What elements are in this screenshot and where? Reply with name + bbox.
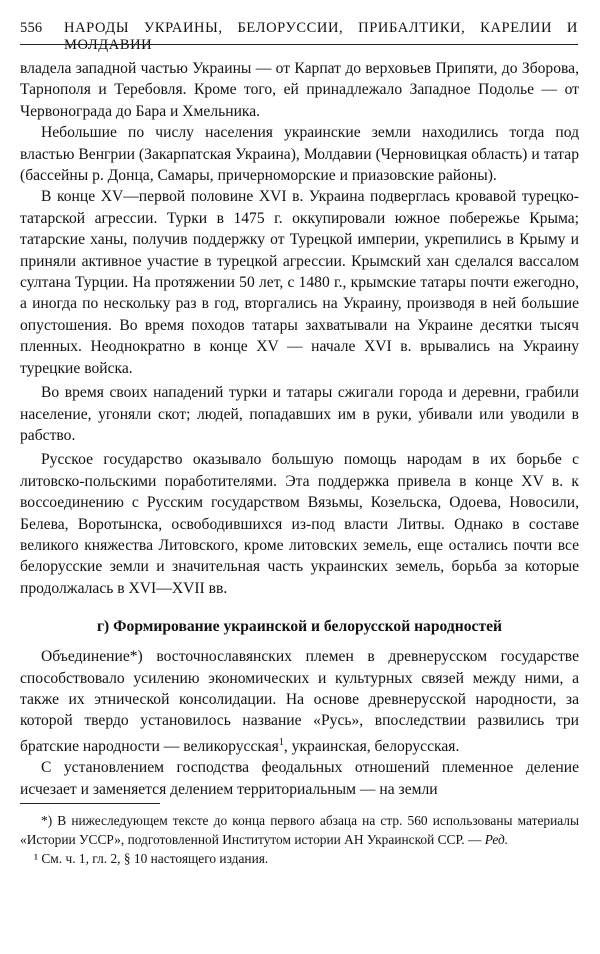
paragraph [20,646,579,757]
header-rule [20,44,578,45]
paragraph: Русское государство оказывало большую помощь народам в их борьбе с литовско-польскими поработителями. Эта поддержка привела в конце XV в. к воссоединению с Русским государством Вязьмы, Козельска, Одоева, Новосили, Белева, Воротынска, освободившихся из-под власти Литвы. Однако в составе великого княжества Литовского, кроме литовских земель, еще остались почти все белорусские земли и значительная часть украинских земель, борьба за которые продолжалась в XVI—XVII вв. [20,451,579,597]
paragraph-text: Объединение*) восточнославянских племен в древнерусском государстве способствовало усилению экономических и культурных связей между ними, а также их этнической консолидации. На основе древнерусской народности, за которой твердо установилось название «Русь», впоследствии развились три братские народности — великорусская [20,648,579,755]
paragraph: Во время своих нападений турки и татары сжигали города и деревни, грабили население, угоняли скот; людей, попадавших им в руки, убивали или уводили в рабство. [20,384,579,444]
footnote-editor: Ред. [484,832,509,848]
footnotes [20,811,579,868]
footnote-star [20,811,579,849]
paragraph: владела западной частью Украины — от Карпат до верховьев Припяти, до Зборова, Тарнополя и Теребовля. Кроме того, ей принадлежало Западное Подолье — от Червонограда до Бара и Хмельника. [20,60,579,120]
running-title: НАРОДЫ УКРАИНЫ, БЕЛОРУССИИ, ПРИБАЛТИКИ, КАРЕЛИИ И МОЛДАВИИ [64,20,578,53]
paragraph-text: , украинская, белорусская. [283,737,460,755]
section-heading: г) Формирование украинской и белорусской народностей [96,618,503,636]
paragraph: В конце XV—первой половине XVI в. Украина подверглась кровавой турецко-татарской агрессии. Турки в 1475 г. оккупировали южное побережье Крыма; татарские ханы, получив поддержку от Турецкой империи, укрепились в Крыму и приняли активное участие в турецкой агрессии. Крымский хан сделался вассалом султана Турции. На протяжении 50 лет, с 1480 г., крымские татары почти ежегодно, а иногда по нескольку раз в год, вторгались на Украину, производя в ней большие опустошения. Во время походов татары захватывали на Украине десятки тысяч пленных. Неоднократно в конце XV — начале XVI в. врывались на Украину турецкие войска. [20,188,579,377]
footnote-text: *) В нижеследующем тексте до конца первого абзаца на стр. 560 использованы материалы «Истории УССР», подготовленной Институтом истории АН Украинской ССР. — [20,813,579,848]
paragraph: С установлением господства феодальных отношений племенное деление исчезает и заменяется делением территориальным — на земли [20,759,579,798]
footnote-ref: 1 [278,736,284,748]
footnote-rule [20,803,160,804]
page-number: 556 [20,20,43,36]
main-text [20,58,579,868]
running-header [20,18,578,53]
paragraph: Небольшие по числу населения украинские земли находились тогда под властью Венгрии (Закарпатская Украина), Молдавии (Черновицкая область) и татар (бассейны р. Донца, Самары, причерноморские и приазовские районы). [20,124,579,185]
footnote-1: ¹ См. ч. 1, гл. 2, § 10 настоящего издания. [34,851,269,867]
